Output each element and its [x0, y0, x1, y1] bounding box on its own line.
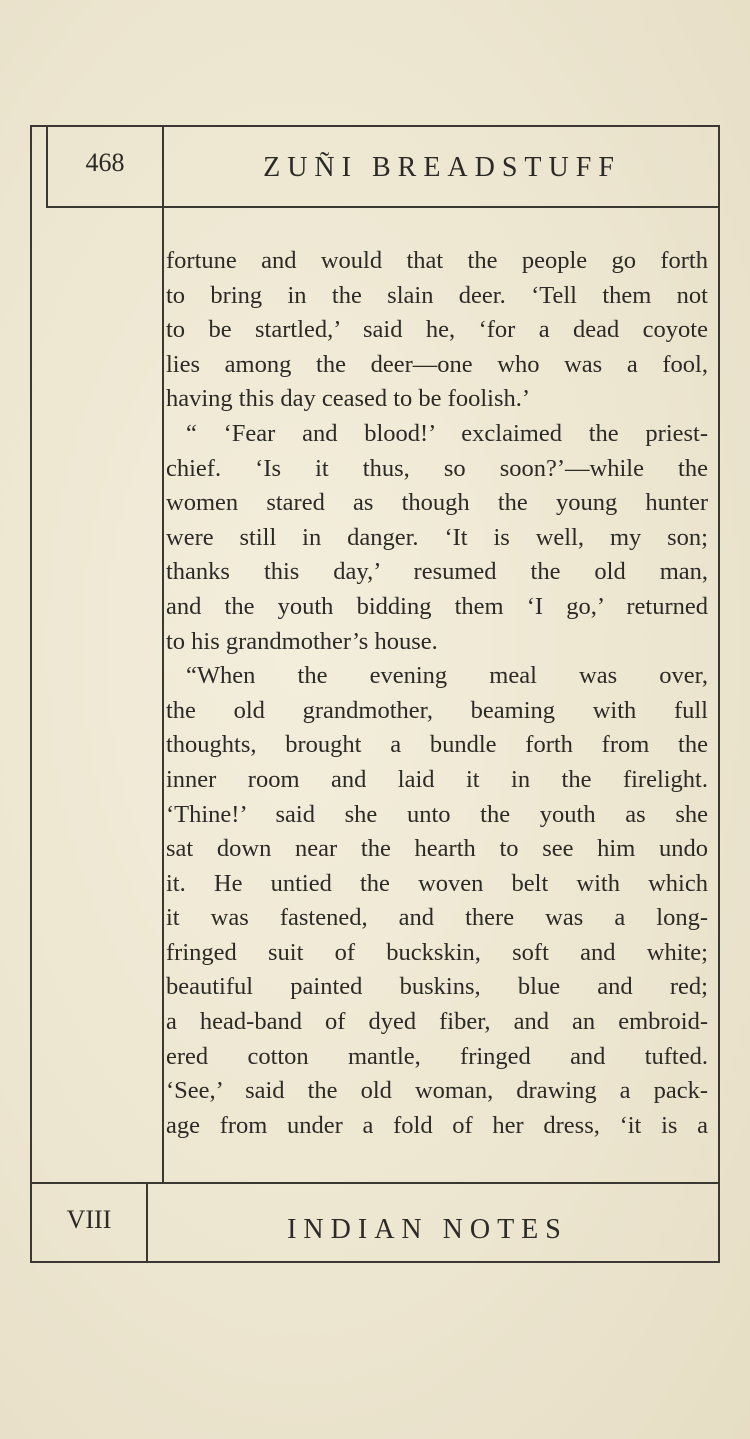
header-rule [46, 206, 720, 208]
section-label: VIII [66, 1205, 112, 1234]
text-line: “ ‘Fear and blood!’ exclaimed the priest- [186, 419, 708, 447]
text-line: having this day ceased to be foolish.’ [166, 385, 531, 413]
text-line: the old grandmother, beaming with full [166, 696, 708, 724]
text-line: fringed suit of buckskin, soft and white; [166, 938, 708, 966]
text-line: ered cotton mantle, fringed and tufted. [166, 1042, 708, 1070]
text-line: a head-band of dyed fiber, and an embroid- [166, 1008, 708, 1036]
text-line: women stared as though the young hunter [166, 489, 708, 517]
text-line: it was fastened, and there was a long- [166, 904, 708, 932]
text-line: ‘See,’ said the old woman, drawing a pack- [166, 1077, 708, 1105]
text-line: thanks this day,’ resumed the old man, [166, 558, 708, 586]
text-line: were still in danger. ‘It is well, my son; [166, 523, 708, 551]
series-title: INDIAN NOTES [287, 1214, 568, 1245]
text-line: chief. ‘Is it thus, so soon?’—while the [166, 454, 708, 482]
text-line: ‘Thine!’ said she unto the youth as she [166, 800, 708, 828]
text-line: it. He untied the woven belt with which [166, 869, 708, 897]
text-line: to be startled,’ said he, ‘for a dead coyote [166, 316, 708, 344]
text-line: inner room and laid it in the firelight. [166, 765, 708, 793]
text-line: fortune and would that the people go forth [166, 247, 708, 274]
text-line: thoughts, brought a bundle forth from the [166, 731, 708, 759]
text-line: beautiful painted buskins, blue and red; [166, 973, 708, 1001]
running-head: ZUÑI BREADSTUFF [263, 152, 621, 183]
text-line: to bring in the slain deer. ‘Tell them not [166, 281, 708, 309]
text-line: “When the evening meal was over, [186, 662, 708, 690]
footer-rule [30, 1182, 720, 1184]
text-line: to his grandmother’s house. [166, 627, 438, 655]
body-text [166, 244, 708, 1143]
text-line: lies among the deer—one who was a fool, [166, 350, 708, 378]
text-line: age from under a fold of her dress, ‘it is a [166, 1111, 708, 1139]
text-line: and the youth bidding them ‘I go,’ returned [166, 592, 708, 620]
margin-column-divider [162, 125, 164, 1184]
text-line: sat down near the hearth to see him undo [166, 835, 708, 863]
page-number: 468 [85, 148, 125, 177]
